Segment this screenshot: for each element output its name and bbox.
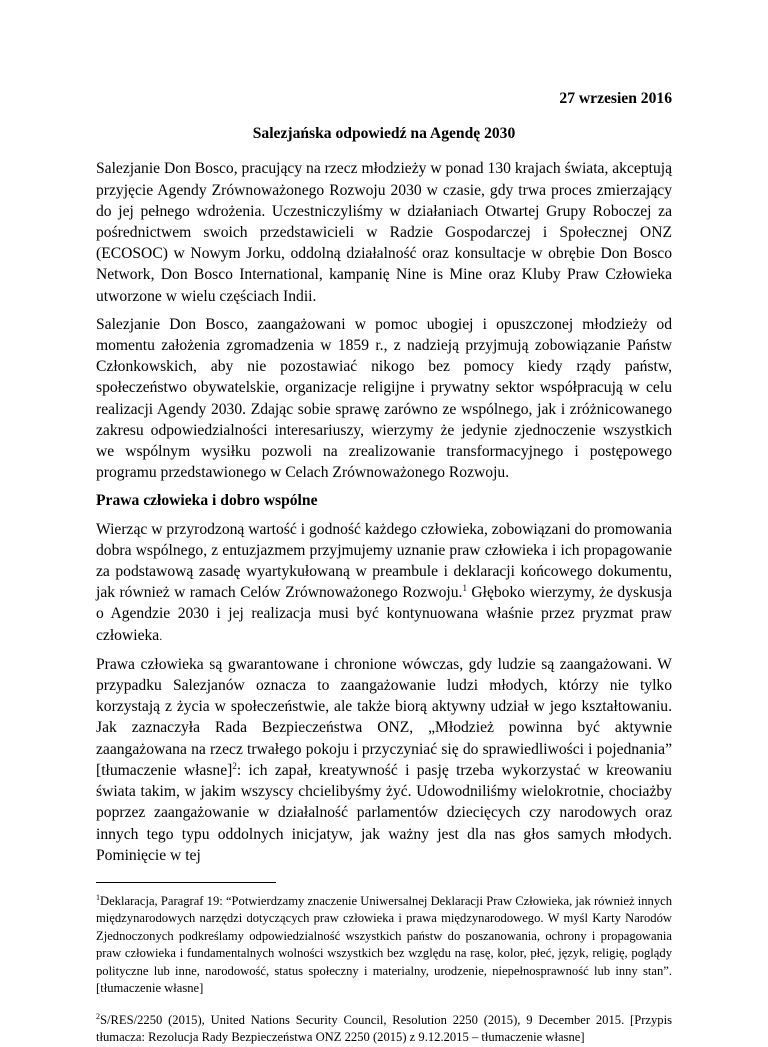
footnote-ref-2[interactable]: 2	[232, 760, 237, 771]
paragraph-human-rights-text-a: Wierząc w przyrodzoną wartość i godność każdego człowieka, zobowiązani do promowania dobra wspólnego, z entuzjazmem przyjmujemy uznanie praw człowieka i ich propagowanie za podstawową zasadę wyartykułowaną w preambule i deklaracji końcowego dokumentu, jak również w ramach Celów Zrównoważonego Rozwoju.	[96, 520, 672, 602]
footnote-1-mark: 1	[96, 892, 100, 902]
paragraph-youth-text-b: : ich zapał, kreatywność i pasję trzeba wykorzystać w kreowaniu świata takim, w jakim wszyscy chcielibyśmy żyć. Udowodniliśmy wielokrotnie, chociażby poprzez zaangażowanie w działalność parlamentów dziecięcych czy narodowych oraz innych tego typu oddolnych inicjatyw, jak ważny jest dla nas głos samych młodych. Pominięcie w tej	[96, 761, 672, 864]
footnote-1	[96, 893, 672, 998]
footnote-ref-1[interactable]: 1	[462, 583, 467, 594]
paragraph-youth-text-a: Prawa człowieka są gwarantowane i chronione wówczas, gdy ludzie są zaangażowani. W przypadku Salezjanów oznacza to zaangażowanie ludzi młodych, którzy nie tylko korzystają z życia w społeczeństwie, ale także biorą aktywny udział w jego kształtowaniu. Jak zaznaczyła Rada Bezpieczeństwa ONZ, „Młodzież powinna być aktywnie zaangażowana na rzecz trwałego pokoju i przyczyniać się do sprawiedliwości i pojednania” [tłumaczenie własne]	[96, 655, 672, 779]
footnote-2-text: S/RES/2250 (2015), United Nations Security Council, Resolution 2250 (2015), 9 December 2015. [Przypis tłumacza: Rezolucja Rady Bezpieczeństwa ONZ 2250 (2015) z 9.12.2015 – tłumaczenie własne]	[96, 1012, 672, 1045]
paragraph-commitment: Salezjanie Don Bosco, zaangażowani w pomoc ubogiej i opuszczonej młodzieży od momentu założenia zgromadzenia w 1859 r., z nadzieją przyjmują zobowiązanie Państw Członkowskich, aby nie pozostawiać nikogo bez pomocy kiedy rządy państw, społeczeństwo obywatelskie, organizacje religijne i prywatny sektor współpracują w celu realizacji Agendy 2030. Zdając sobie sprawę zarówno ze wspólnego, jak i zróżnicowanego zakresu odpowiedzialności interesariuszy, wierzymy że jedynie zjednoczenie wszystkich we wspólnym wysiłku pozwoli na zrealizowanie transformacyjnego i postępowego programu przedstawionego w Celach Zrównoważonego Rozwoju.	[96, 315, 672, 482]
footnote-separator	[96, 882, 276, 883]
paragraph-human-rights-period: .	[159, 628, 163, 643]
footnote-2	[96, 1012, 672, 1047]
footnote-1-text: Deklaracja, Paragraf 19: “Potwierdzamy znaczenie Uniwersalnej Deklaracji Praw Człowieka, jak również innych międzynarodowych narzędzi dotyczących praw człowieka i prawa międzynarodowego. W myśl Karty Narodów Zjednoczonych podkreślamy odpowiedzialność wszystkich państw do poszanowania, ochrony i propagowania praw człowieka i fundamentalnych wolności wszystkich bez względu na rasę, kolor, płeć, język, religię, poglądy polityczne lub inne, narodowość, status społeczny i materialny, urodzenie, niepełnosprawność lub inny stan”. [tłumaczenie własne]	[96, 893, 672, 996]
paragraph-human-rights	[96, 519, 672, 647]
section-heading-human-rights: Prawa człowieka i dobro wspólne	[96, 492, 318, 510]
paragraph-youth-engagement	[96, 654, 672, 866]
paragraph-intro: Salezjanie Don Bosco, pracujący na rzecz młodzieży w ponad 130 krajach świata, akceptują przyjęcie Agendy Zrównoważonego Rozwoju 2030 w czasie, gdy trwa proces zmierzający do jej pełnego wdrożenia. Uczestniczyliśmy w działaniach Otwartej Grupy Roboczej za pośrednictwem swoich przedstawicieli w Radzie Gospodarczej i Społecznej ONZ (ECOSOC) w Nowym Jorku, oddolną działalność oraz konsultacje w obrębie Don Bosco Network, Don Bosco International, kampanię Nine is Mine oraz Kluby Praw Człowieka utworzone w wielu częściach Indii.	[96, 160, 672, 305]
document-date: 27 wrzesien 2016	[559, 90, 672, 107]
paragraph-human-rights-text-b: Głęboko wierzymy, że dyskusja o Agendzie 2030 i jej realizacja musi być kontynuowana właśnie przez pryzmat praw człowieka	[96, 584, 672, 644]
document-title: Salezjańska odpowiedź na Agendę 2030	[252, 125, 516, 143]
footnote-2-mark: 2	[96, 1011, 100, 1021]
